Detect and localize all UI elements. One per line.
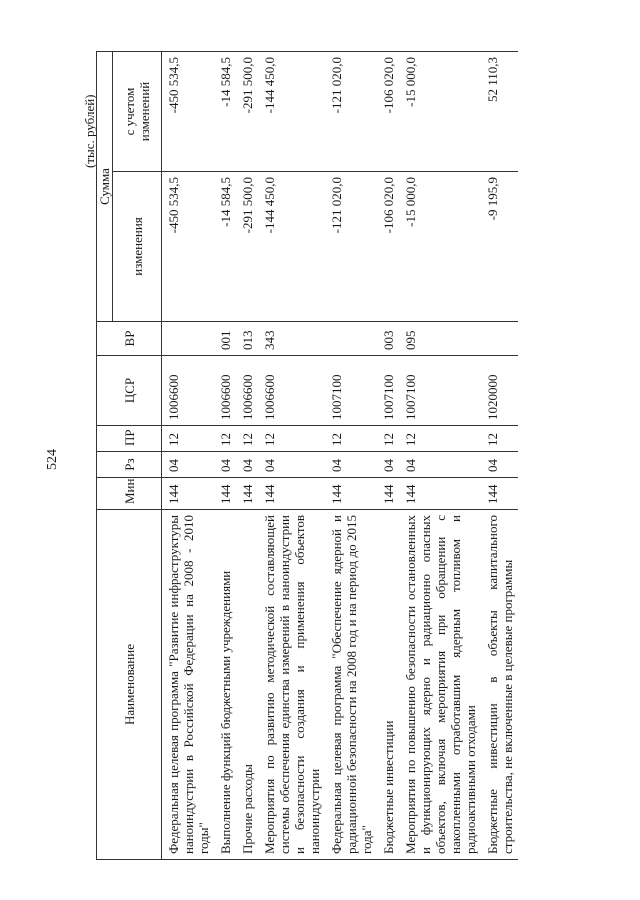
- row-pr: 12: [162, 426, 215, 452]
- row-rz: 04: [377, 452, 399, 478]
- row-with-change: 52 110,3: [481, 52, 518, 172]
- row-csr: 1007100: [325, 356, 377, 426]
- row-min: 144: [377, 478, 399, 510]
- table-row: [258, 52, 325, 860]
- row-min: 144: [258, 478, 325, 510]
- row-csr: 1007100: [399, 356, 481, 426]
- table-row: [162, 52, 215, 860]
- row-change: -106 020,0: [377, 172, 399, 322]
- row-pr: 12: [377, 426, 399, 452]
- table-row: [481, 52, 518, 860]
- row-csr: 1006600: [258, 356, 325, 426]
- header-with-change: с учетом изменений: [113, 52, 162, 172]
- row-pr: 12: [236, 426, 258, 452]
- row-vr: [325, 322, 377, 356]
- row-change: -14 584,5: [214, 172, 236, 322]
- row-name: Федеральная целевая программа "Обеспечение ядерной и радиационной безопасности на 2008 год и на период до 2015 года": [325, 510, 377, 860]
- row-name: Прочие расходы: [236, 510, 258, 860]
- row-rz: 04: [236, 452, 258, 478]
- row-rz: 04: [214, 452, 236, 478]
- budget-table: [96, 51, 518, 860]
- row-csr: 1007100: [377, 356, 399, 426]
- row-min: 144: [214, 478, 236, 510]
- table-row: [236, 52, 258, 860]
- row-vr: [481, 322, 518, 356]
- row-csr: 1020000: [481, 356, 518, 426]
- page-number: 524: [45, 449, 60, 470]
- units-label: (тыс. рублей): [82, 94, 97, 168]
- row-name: Бюджетные инвестиции в объекты капитального строительства, не включенные в целевые программы: [481, 510, 518, 860]
- header-csr: ЦСР: [97, 356, 162, 426]
- row-with-change: -144 450,0: [258, 52, 325, 172]
- row-change: -291 500,0: [236, 172, 258, 322]
- row-csr: 1006600: [236, 356, 258, 426]
- row-with-change: -450 534,5: [162, 52, 215, 172]
- table-row: [214, 52, 236, 860]
- header-name: Наименование: [97, 510, 162, 860]
- row-change: -144 450,0: [258, 172, 325, 322]
- row-with-change: -106 020,0: [377, 52, 399, 172]
- row-min: 144: [481, 478, 518, 510]
- table-header: [97, 52, 162, 860]
- row-with-change: -291 500,0: [236, 52, 258, 172]
- row-with-change: -14 584,5: [214, 52, 236, 172]
- row-name: Выполнение функций бюджетными учреждениями: [214, 510, 236, 860]
- row-change: -9 195,9: [481, 172, 518, 322]
- row-vr: 003: [377, 322, 399, 356]
- row-pr: 12: [214, 426, 236, 452]
- table-row: [325, 52, 377, 860]
- header-vr: ВР: [97, 322, 162, 356]
- table-body: [162, 52, 519, 860]
- table-row: [399, 52, 481, 860]
- row-vr: [162, 322, 215, 356]
- row-vr: 095: [399, 322, 481, 356]
- row-csr: 1006600: [162, 356, 215, 426]
- header-rz: Рз: [97, 452, 162, 478]
- table-row: [377, 52, 399, 860]
- row-with-change: -121 020,0: [325, 52, 377, 172]
- row-min: 144: [236, 478, 258, 510]
- row-vr: 343: [258, 322, 325, 356]
- row-rz: 04: [325, 452, 377, 478]
- row-rz: 04: [258, 452, 325, 478]
- row-change: -450 534,5: [162, 172, 215, 322]
- header-sum: Сумма: [97, 52, 113, 322]
- row-pr: 12: [481, 426, 518, 452]
- row-csr: 1006600: [214, 356, 236, 426]
- row-name: Мероприятия по развитию методической составляющей системы обеспечения единства измерений в наноиндустрии и безопасности создания и применения объектов наноиндустрии: [258, 510, 325, 860]
- row-name: Федеральная целевая программа "Развитие инфраструктуры наноиндустрии в Российской Федерации на 2008 - 2010 годы": [162, 510, 215, 860]
- row-change: -121 020,0: [325, 172, 377, 322]
- header-min: Мин: [97, 478, 162, 510]
- row-pr: 12: [399, 426, 481, 452]
- row-rz: 04: [399, 452, 481, 478]
- row-rz: 04: [162, 452, 215, 478]
- row-min: 144: [162, 478, 215, 510]
- row-min: 144: [325, 478, 377, 510]
- row-name: Мероприятия по повышению безопасности остановленных и функционирующих ядерно и радиационно опасных объектов, включая мероприятия при обращении с накопленными отработавшим ядерным топливом и радиоактивными отходами: [399, 510, 481, 860]
- row-min: 144: [399, 478, 481, 510]
- rotated-page: [20, 40, 620, 880]
- header-change: изменения: [113, 172, 162, 322]
- row-vr: 001: [214, 322, 236, 356]
- row-pr: 12: [258, 426, 325, 452]
- row-rz: 04: [481, 452, 518, 478]
- header-pr: ПР: [97, 426, 162, 452]
- row-vr: 013: [236, 322, 258, 356]
- row-change: -15 000,0: [399, 172, 481, 322]
- row-with-change: -15 000,0: [399, 52, 481, 172]
- row-name: Бюджетные инвестиции: [377, 510, 399, 860]
- row-pr: 12: [325, 426, 377, 452]
